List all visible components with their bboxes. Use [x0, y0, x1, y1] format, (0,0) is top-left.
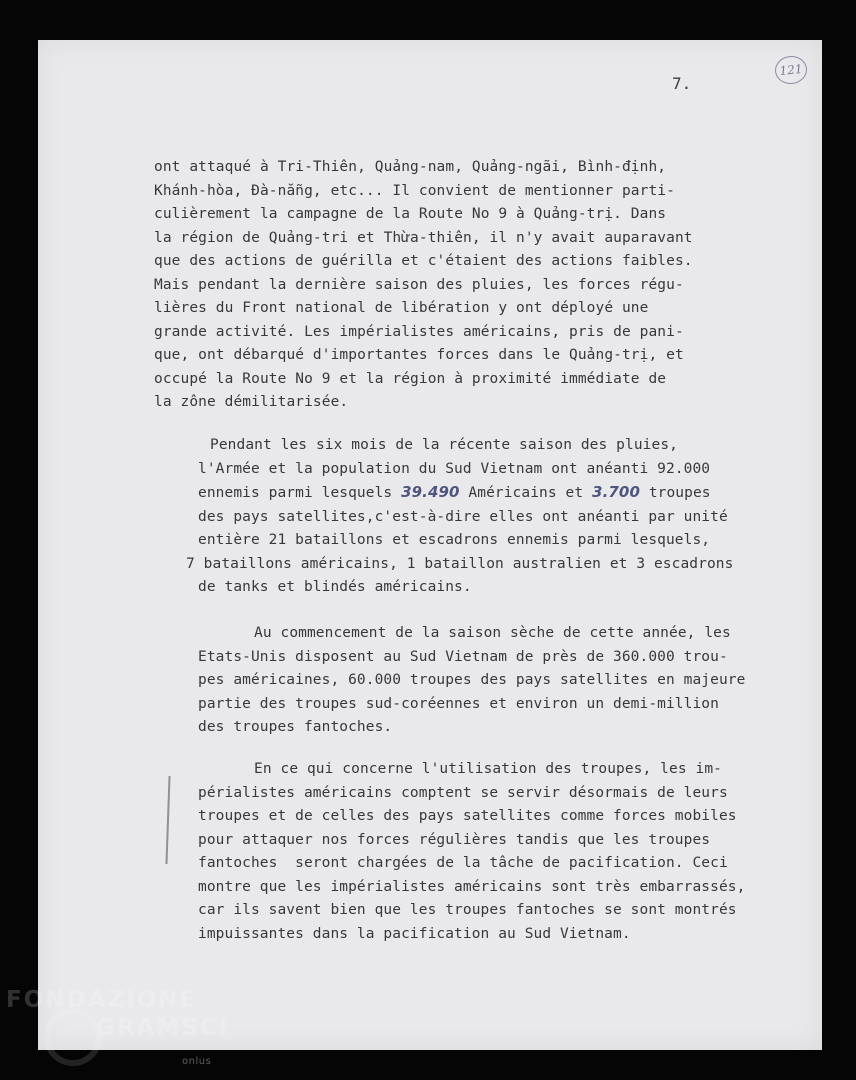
text-line: occupé la Route No 9 et la région à proximité immédiate de	[154, 370, 667, 387]
text-segment: troupes	[639, 485, 711, 501]
paragraph-1	[154, 156, 814, 415]
text-line: de tanks et blindés américains.	[198, 579, 472, 595]
fondazione-gramsci-watermark	[6, 986, 230, 1067]
text-segment: Américains et	[459, 485, 593, 501]
text-line: ont attaqué à Tri-Thiên, Quảng-nam, Quảng-ngãi, Bình-định,	[154, 159, 667, 175]
watermark-line-1: FONDAZIONE	[6, 987, 198, 1013]
text-line: pour attaquer nos forces régulières tandis que les troupes	[198, 831, 711, 848]
text-line: pes américaines, 60.000 troupes des pays satellites en majeure	[198, 672, 746, 688]
watermark-suffix: onlus	[182, 1056, 212, 1067]
text-line: des troupes fantoches.	[198, 719, 393, 735]
text-line: partie des troupes sud-coréennes et environ un demi-million	[198, 695, 719, 712]
handwritten-number: 3.700	[592, 483, 640, 501]
archive-stamp: 121	[774, 54, 809, 85]
text-line: que des actions de guérilla et c'étaient des actions faibles.	[154, 253, 693, 269]
text-line-with-handwritten-numbers	[154, 481, 814, 506]
text-line: Au commencement de la saison sèche de cette année, les	[254, 625, 731, 641]
text-line: Khánh-hòa, Đà-nẵng, etc... Il convient de mentionner parti-	[154, 182, 675, 199]
text-line: montre que les impérialistes américains sont très embarrassés,	[198, 878, 746, 895]
text-line: lières du Front national de libération y ont déployé une	[154, 300, 649, 316]
text-line: fantoches seront chargées de la tâche de pacification. Ceci	[198, 855, 728, 871]
text-line: En ce qui concerne l'utilisation des troupes, les im-	[254, 761, 722, 777]
text-line: Pendant les six mois de la récente saison des pluies,	[210, 437, 678, 453]
text-line: Etats-Unis disposent au Sud Vietnam de près de 360.000 trou-	[198, 648, 728, 665]
watermark-line-2: GRAMSCI	[96, 1015, 230, 1041]
text-line: l'Armée et la population du Sud Vietnam ont anéanti 92.000	[198, 460, 711, 477]
text-line: périalistes américains comptent se servir désormais de leurs	[198, 784, 728, 801]
text-line: culièrement la campagne de la Route No 9 à Quảng-trị. Dans	[154, 206, 667, 222]
text-line: que, ont débarqué d'importantes forces dans le Quảng-trị, et	[154, 347, 684, 363]
text-line: la région de Quảng-tri et Thừa-thiên, il n'y avait auparavant	[154, 229, 693, 246]
text-line: entière 21 bataillons et escadrons ennemis parmi lesquels,	[198, 532, 711, 548]
text-line: impuissantes dans la pacification au Sud Vietnam.	[198, 925, 631, 942]
paragraph-2	[154, 434, 814, 600]
paragraph-3	[154, 622, 814, 740]
text-line: des pays satellites,c'est-à-dire elles ont anéanti par unité	[198, 508, 728, 525]
text-line: troupes et de celles des pays satellites comme forces mobiles	[198, 808, 737, 824]
text-line: car ils savent bien que les troupes fantoches se sont montrés	[198, 902, 737, 918]
text-line: 7 bataillons américains, 1 bataillon australien et 3 escadrons	[186, 555, 734, 572]
page-number: 7.	[672, 74, 692, 93]
text-segment: ennemis parmi lesquels	[198, 485, 402, 501]
paragraph-4	[154, 758, 814, 946]
text-line: grande activité. Les impérialistes américains, pris de pani-	[154, 323, 684, 340]
text-line: la zône démilitarisée.	[154, 394, 349, 410]
handwritten-number: 39.490	[401, 483, 460, 501]
text-line: Mais pendant la dernière saison des pluies, les forces régu-	[154, 276, 684, 293]
